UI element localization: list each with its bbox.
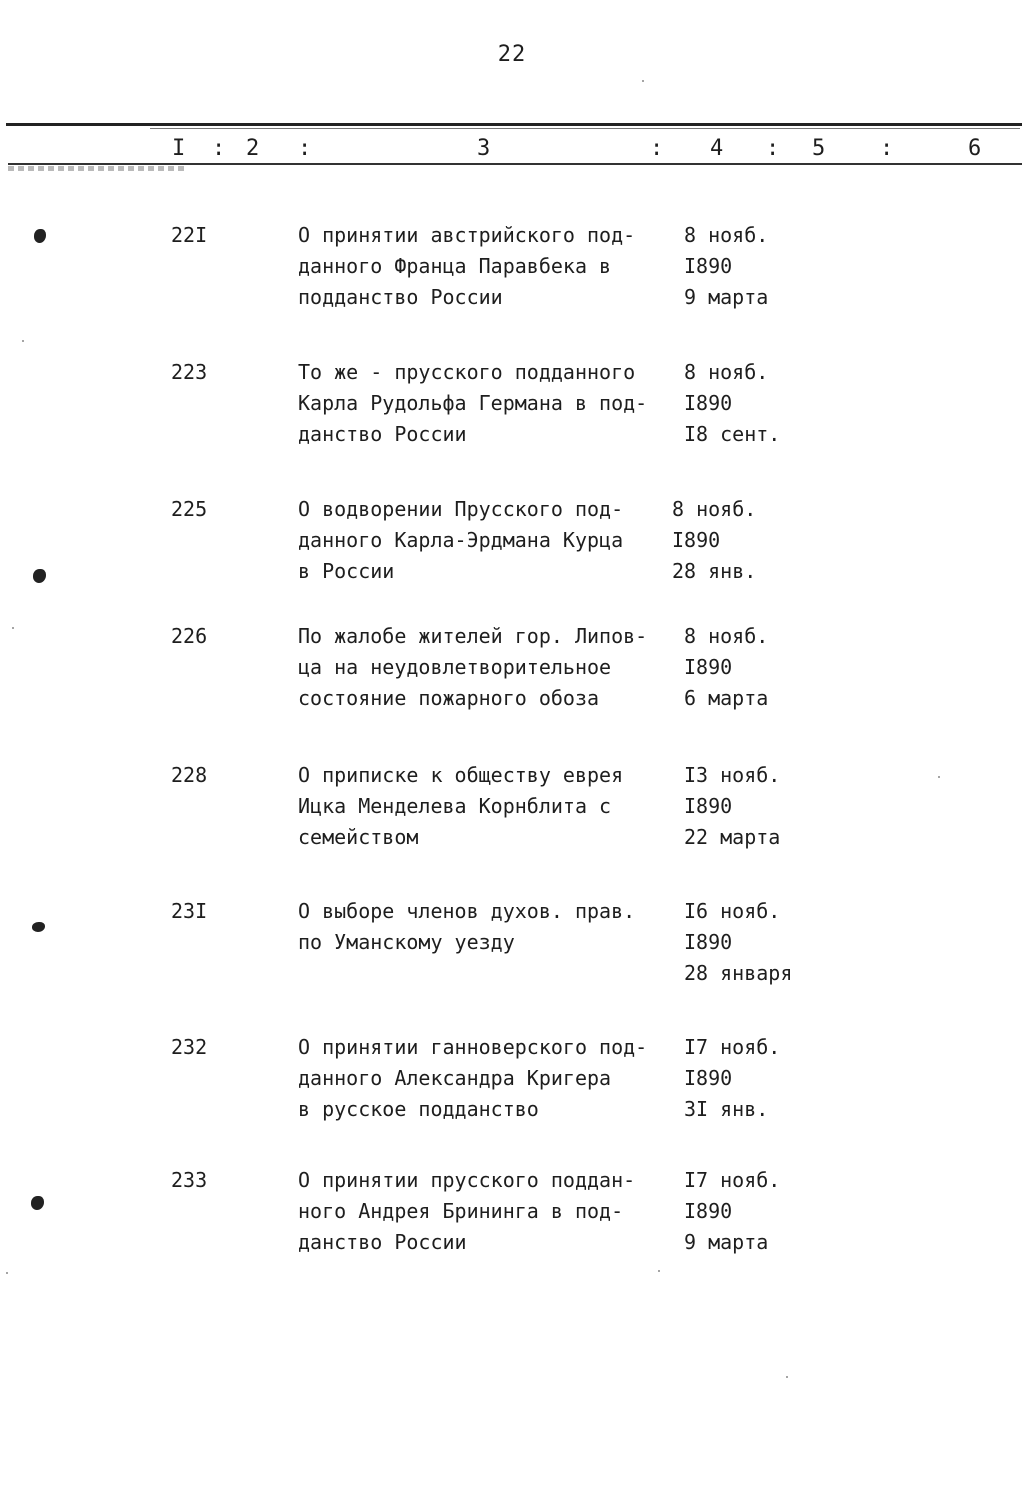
entry-dates bbox=[684, 1032, 844, 1125]
page-number: 22 bbox=[497, 42, 527, 67]
column-header-1: I bbox=[172, 136, 186, 161]
entry-title-line: семейством bbox=[298, 825, 419, 849]
entry-number: 233 bbox=[171, 1168, 208, 1192]
scan-speck bbox=[658, 1270, 660, 1272]
entry-year: I890 bbox=[684, 655, 733, 679]
entry-start-date: I3 нояб. bbox=[684, 763, 781, 787]
entry-end-date: 22 марта bbox=[684, 825, 781, 849]
scan-speck bbox=[6, 1272, 8, 1274]
header-rule-smudge bbox=[8, 166, 188, 171]
scan-speck bbox=[22, 340, 24, 342]
entry-year: I890 bbox=[684, 794, 733, 818]
scan-speck bbox=[12, 627, 14, 629]
entry-title bbox=[298, 357, 678, 450]
entry-row bbox=[0, 220, 1024, 330]
column-separator: : bbox=[212, 136, 226, 161]
entry-title bbox=[298, 760, 678, 853]
entry-title-line: по Уманскому уезду bbox=[298, 930, 515, 954]
entry-row bbox=[0, 896, 1024, 1006]
top-rule bbox=[6, 123, 1022, 126]
entry-title bbox=[298, 896, 678, 958]
entry-year: I890 bbox=[672, 528, 721, 552]
column-header-6: 6 bbox=[968, 136, 982, 161]
entry-title bbox=[298, 621, 678, 714]
entry-dates bbox=[684, 357, 844, 450]
entry-title-line: О принятии австрийского под- bbox=[298, 223, 636, 247]
entry-dates bbox=[684, 220, 844, 313]
entry-number: 226 bbox=[171, 624, 208, 648]
entry-title-line: данного Карла-Эрдмана Курца bbox=[298, 528, 624, 552]
column-header-row bbox=[0, 135, 1024, 163]
entry-end-date: 9 марта bbox=[684, 1230, 769, 1254]
entry-title-line: Ицка Менделева Корнблита с bbox=[298, 794, 612, 818]
entry-title-line: ного Андрея Брининга в под- bbox=[298, 1199, 624, 1223]
entry-title bbox=[298, 1032, 678, 1125]
entry-row bbox=[0, 760, 1024, 870]
entry-number: 232 bbox=[171, 1035, 208, 1059]
entry-year: I890 bbox=[684, 254, 733, 278]
entry-end-date: 28 января bbox=[684, 961, 793, 985]
entry-title-line: данного Александра Кригера bbox=[298, 1066, 612, 1090]
entry-dates bbox=[684, 1165, 844, 1258]
column-header-3: 3 bbox=[477, 136, 491, 161]
entry-title-line: О принятии прусского поддан- bbox=[298, 1168, 636, 1192]
scan-speck bbox=[786, 1376, 788, 1378]
entry-year: I890 bbox=[684, 1199, 733, 1223]
entry-title bbox=[298, 1165, 678, 1258]
scan-speck bbox=[938, 776, 940, 778]
entry-title-line: в русское подданство bbox=[298, 1097, 539, 1121]
entry-title-line: данного Франца Паравбека в bbox=[298, 254, 612, 278]
entry-title-line: подданство России bbox=[298, 285, 503, 309]
column-separator: : bbox=[880, 136, 894, 161]
entry-dates bbox=[684, 760, 844, 853]
entry-title-line: в России bbox=[298, 559, 395, 583]
entry-end-date: 3I янв. bbox=[684, 1097, 769, 1121]
entry-start-date: I7 нояб. bbox=[684, 1035, 781, 1059]
entry-row bbox=[0, 1165, 1024, 1275]
entry-row bbox=[0, 621, 1024, 731]
column-header-5: 5 bbox=[812, 136, 826, 161]
entry-number: 225 bbox=[171, 497, 208, 521]
entry-title-line: данство России bbox=[298, 1230, 467, 1254]
entry-title bbox=[298, 220, 678, 313]
entry-row bbox=[0, 494, 1024, 604]
column-header-2: 2 bbox=[246, 136, 260, 161]
entry-start-date: I6 нояб. bbox=[684, 899, 781, 923]
entry-start-date: 8 нояб. bbox=[672, 497, 757, 521]
scan-speck bbox=[642, 80, 644, 82]
entry-end-date: I8 сент. bbox=[684, 422, 781, 446]
entry-end-date: 6 марта bbox=[684, 686, 769, 710]
entry-end-date: 28 янв. bbox=[672, 559, 757, 583]
entry-title-line: О водворении Прусского под- bbox=[298, 497, 624, 521]
entry-row bbox=[0, 357, 1024, 467]
entry-end-date: 9 марта bbox=[684, 285, 769, 309]
entry-title-line: О приписке к обществу еврея bbox=[298, 763, 624, 787]
entry-title-line: По жалобе жителей гор. Липов- bbox=[298, 624, 648, 648]
entry-start-date: 8 нояб. bbox=[684, 223, 769, 247]
top-rule-shadow bbox=[150, 128, 1020, 129]
entry-start-date: 8 нояб. bbox=[684, 624, 769, 648]
column-header-4: 4 bbox=[710, 136, 724, 161]
entry-title-line: То же - прусского подданного bbox=[298, 360, 636, 384]
entry-number: 23I bbox=[171, 899, 208, 923]
entry-title-line: данство России bbox=[298, 422, 467, 446]
entry-number: 22I bbox=[171, 223, 208, 247]
entry-year: I890 bbox=[684, 391, 733, 415]
entry-year: I890 bbox=[684, 1066, 733, 1090]
entry-title-line: состояние пожарного обоза bbox=[298, 686, 600, 710]
column-separator: : bbox=[650, 136, 664, 161]
entry-year: I890 bbox=[684, 930, 733, 954]
entry-row bbox=[0, 1032, 1024, 1142]
entry-start-date: I7 нояб. bbox=[684, 1168, 781, 1192]
entry-title-line: О выборе членов духов. прав. bbox=[298, 899, 636, 923]
entry-title-line: О принятии ганноверского под- bbox=[298, 1035, 648, 1059]
column-separator: : bbox=[766, 136, 780, 161]
entry-number: 223 bbox=[171, 360, 208, 384]
entry-number: 228 bbox=[171, 763, 208, 787]
entry-title-line: ца на неудовлетворительное bbox=[298, 655, 612, 679]
entry-start-date: 8 нояб. bbox=[684, 360, 769, 384]
entry-title-line: Карла Рудольфа Германа в под- bbox=[298, 391, 648, 415]
header-rule bbox=[8, 163, 1022, 165]
entry-title bbox=[298, 494, 678, 587]
entry-dates bbox=[684, 621, 844, 714]
entry-dates bbox=[684, 896, 844, 989]
column-separator: : bbox=[298, 136, 312, 161]
entry-dates bbox=[672, 494, 832, 587]
